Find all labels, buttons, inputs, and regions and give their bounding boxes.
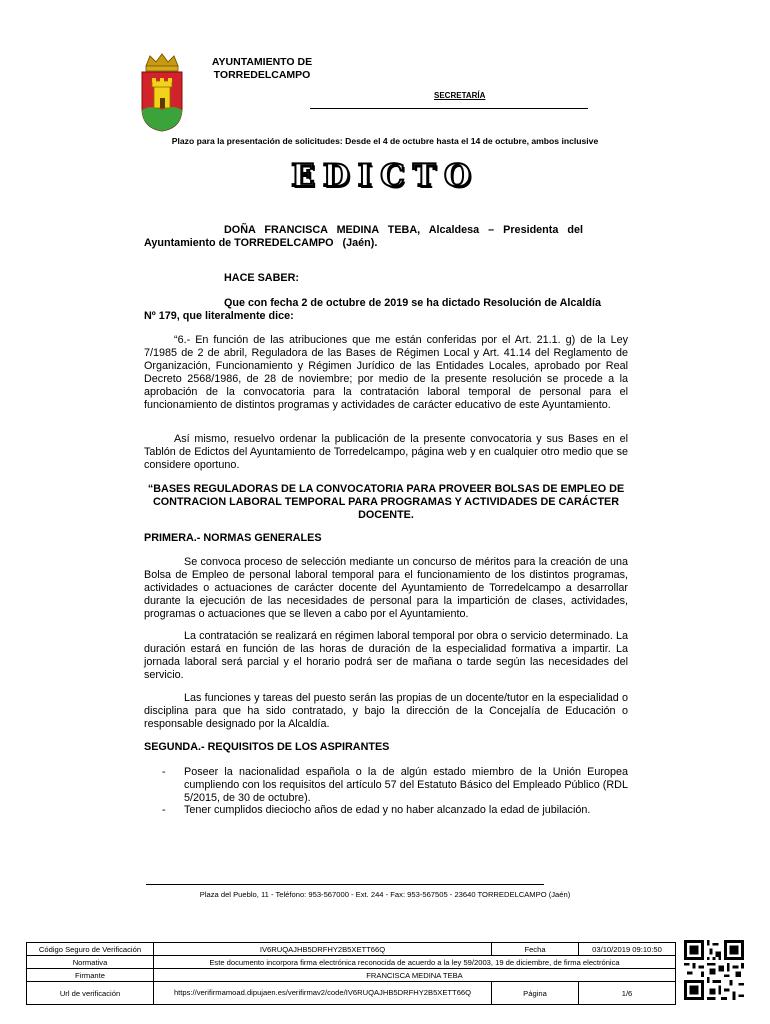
intro-line-2: Ayuntamiento de TORREDELCAMPO (Jaén). [144, 237, 378, 249]
url-value[interactable]: https://verifirmamoad.dipujaen.es/verifirmav2/code/IV6RUQAJHB5DRFHY2B5XETT66Q [154, 982, 492, 1005]
requirement-item: Tener cumplidos dieciocho años de edad y no haber alcanzado la edad de jubilación. [184, 804, 591, 816]
qr-code-icon [684, 940, 744, 1000]
pagina-value: 1/6 [579, 982, 676, 1005]
fecha-value: 03/10/2019 09:10:50 [579, 943, 676, 956]
coat-of-arms-icon [138, 52, 186, 132]
csv-label: Código Seguro de Verificación [27, 943, 154, 956]
organization-name [202, 56, 322, 82]
normativa-label: Normativa [27, 956, 154, 969]
deadline-notice: Plazo para la presentación de solicitudes: Desde el 4 de octubre hasta el 14 de octubre, ambos inclusive [171, 136, 599, 146]
url-label: Url de verificación [27, 982, 154, 1005]
resolution-paragraph-1: “6.- En función de las atribuciones que me están conferidas por el Art. 21.1. g) de la Ley 7/1985 de 2 de abril, Reguladora de las Bases de Régimen Local y Art. 41.14 del Reglamento de Organización, Funcionamiento y Régimen Jurídico de las Entidades Locales, aprobado por Real Decreto 2568/1986, de 28 de noviembre; por medio de la presente resolución se procede a la aprobación de la convocatoria para la contratación laboral temporal de personal para el funcionamiento de distintos programas y actividades de carácter educativo de este Ayuntamiento. [144, 334, 628, 411]
fecha-label: Fecha [492, 943, 579, 956]
org-line-2: TORREDELCAMPO [213, 69, 311, 81]
bases-title: “BASES REGULADORAS DE LA CONVOCATORIA PARA PROVEER BOLSAS DE EMPLEO DE CONTRACION LABORAL TEMPORAL PARA PROGRAMAS Y ACTIVIDADES DE CARÁCTER DOCENTE. [147, 483, 625, 521]
firmante-label: Firmante [27, 969, 154, 982]
primera-paragraph-3: Las funciones y tareas del puesto serán las propias de un docente/tutor en la especialidad o disciplina para que ha sido contratado, y bajo la dirección de la Concejalía de Educación o responsable designado por la Alcaldía. [144, 692, 628, 730]
org-line-1: AYUNTAMIENTO DE [211, 56, 313, 68]
footer-divider [146, 884, 544, 885]
csv-value: IV6RUQAJHB5DRFHY2B5XETT66Q [154, 943, 492, 956]
segunda-heading: SEGUNDA.- REQUISITOS DE LOS ASPIRANTES [144, 741, 390, 753]
department-label: SECRETARÍA [434, 91, 486, 100]
resolution-paragraph-2: Así mismo, resuelvo ordenar la publicación de la presente convocatoria y sus Bases en el Tablón de Edictos del Ayuntamiento de Torredelcampo, página web y en cualquier otro medio que se considere oportuno. [144, 433, 628, 471]
normativa-value: Este documento incorpora firma electrónica reconocida de acuerdo a la ley 59/2003, 19 de diciembre, de firma electrónica [154, 956, 676, 969]
primera-paragraph-2: La contratación se realizará en régimen laboral temporal por obra o servicio determinado. La duración estará en función de las horas de duración de la especialidad formativa a impartir. La jornada laboral será parcial y el horario podrá ser de mañana o tarde según las necesidades del servicio. [144, 630, 628, 681]
primera-paragraph-1: Se convoca proceso de selección mediante un concurso de méritos para la creación de una Bolsa de Empleo de personal laboral temporal para el funcionamiento de los distintos programas, actividades o actuaciones de carácter docente del Ayuntamiento de Torredelcampo a desarrollar durante la ejecución de las necesidades de personal para la impartición de clases, actividades, programas o actuaciones que se lleven a cabo por el Ayuntamiento. [144, 556, 628, 620]
pagina-label: Página [492, 982, 579, 1005]
firmante-value: FRANCISCA MEDINA TEBA [154, 969, 676, 982]
primera-heading: PRIMERA.- NORMAS GENERALES [144, 532, 322, 544]
verification-table [26, 942, 676, 1005]
requirement-bullet: - [162, 804, 166, 816]
footer-address: Plaza del Pueblo, 11 - Teléfono: 953-567000 - Ext. 244 - Fax: 953-567505 - 23640 TORREDELCAMPO (Jaén) [199, 890, 571, 899]
requirement-item: Poseer la nacionalidad española o la de algún estado miembro de la Unión Europea cumpliendo con los requisitos del artículo 57 del Estatuto Básico del Empleado Público (RDL 5/2015, de 30 de octubre). [184, 766, 628, 804]
requirement-bullet: - [162, 766, 166, 778]
document-title: EDICTO [291, 158, 479, 194]
department-divider [310, 108, 588, 109]
resolution-line-1: Que con fecha 2 de octubre de 2019 se ha dictado Resolución de Alcaldía [224, 297, 602, 309]
intro-line-1: DOÑA FRANCISCA MEDINA TEBA, Alcaldesa – Presidenta del [224, 224, 583, 236]
hace-saber-heading: HACE SABER: [224, 272, 299, 284]
resolution-line-2: Nº 179, que literalmente dice: [144, 310, 294, 322]
